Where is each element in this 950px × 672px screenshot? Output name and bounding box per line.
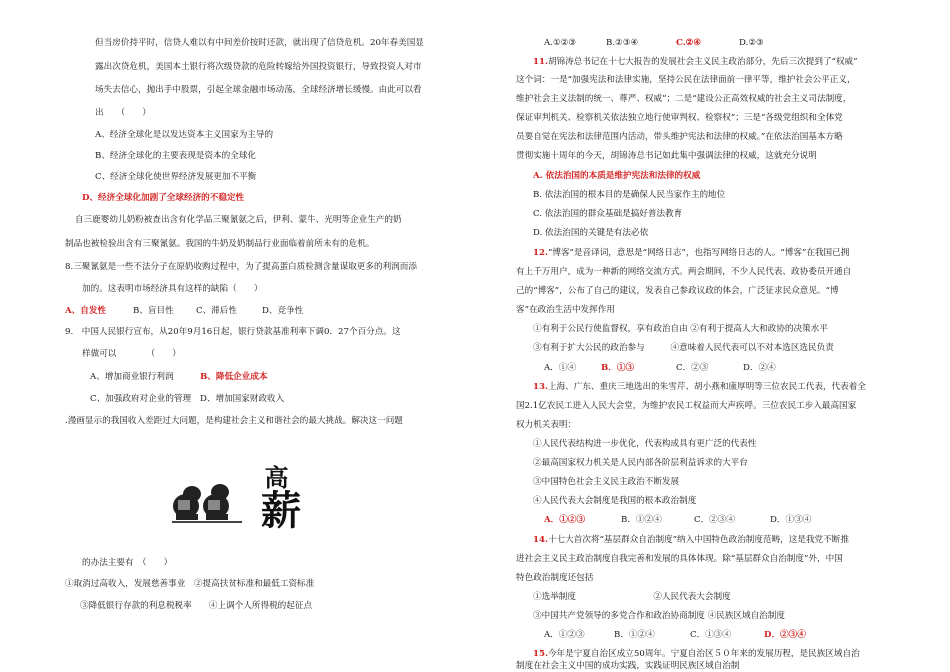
q8-option-d: D、竞争性 <box>262 306 304 316</box>
q11-option-b: B. 依法治国的根本目的是确保人民当家作主的地位 <box>533 190 726 200</box>
q11-stem-line-1 <box>533 56 858 68</box>
q11-stem-line-2: 这个词：一是“加强宪法和法律实施，坚持公民在法律面前一律平等，维护社会公平正义， <box>516 75 856 85</box>
q10-answer-d: D.②③ <box>739 38 764 48</box>
q11-stem-line-6: 贯彻实施十周年的今天，胡锦涛总书记如此集中强调法律的权威，这就充分说明 <box>516 151 817 161</box>
q12-choices-line-2: ③有利于扩大公民的政治参与 ④意味着人民代表可以不对本选区选民负责 <box>533 343 834 353</box>
q13-number: 13. <box>533 382 548 392</box>
q14-answer-d-answer: D．②③④ <box>764 630 806 640</box>
income-gap-cartoon <box>172 464 322 530</box>
q9-option-a: A、增加商业银行利润 <box>90 372 174 382</box>
q9-option-b-answer: B、降低企业成本 <box>200 372 268 382</box>
q10-stem: .漫画显示的我国收入差距过大问题，是构建社会主义和谐社会的最大挑战。解决这一问题 <box>65 416 403 426</box>
q12-answer-b-answer: B．①③ <box>601 363 635 373</box>
q7-intro-line-1: 但当房价持平时，信贷人难以有中间差价按时还款，就出现了信贷危机。20年春美国显 <box>95 38 424 48</box>
q7-intro-line-4: 出 （ ） <box>95 108 151 118</box>
q11-option-c: C. 依法治国的群众基础是搞好普法教育 <box>533 209 683 219</box>
q12-stem-line-4: 客”在政治生活中发挥作用 <box>516 305 615 315</box>
q14-choices-line-2: ③中国共产党领导的多党合作和政治协商制度 ④民族区域自治制度 <box>533 611 785 621</box>
q8-stem-line-2: 加的。这表明市场经济具有这样的缺陷（ ） <box>82 284 263 294</box>
q7-intro-line-3: 场失去信心，抛出手中股票，引起全球金融市场动荡，全球经济增长缓慢。由此可以看 <box>95 85 422 95</box>
q13-choice-4: ④人民代表大会制度是我国的根本政治制度 <box>533 496 697 506</box>
q12-number: 12. <box>533 248 548 258</box>
q7-option-d-answer: D、经济全球化加剧了全球经济的不稳定性 <box>82 193 245 203</box>
q13-choice-1: ①人民代表结构进一步优化，代表构成具有更广泛的代表性 <box>533 439 757 449</box>
q8-context-line-1: 自三鹿婴幼儿奶粉被查出含有化学品三聚氰氨之后，伊利、蒙牛、光明等企业生产的奶 <box>75 215 402 225</box>
q9-option-c: C、加强政府对企业的管理 <box>90 394 192 404</box>
q11-option-a-answer: A. 依法治国的本质是维护宪法和法律的权威 <box>533 171 701 181</box>
q12-stem-line-1 <box>533 247 849 259</box>
q8-option-c: C、滞后性 <box>196 306 237 316</box>
q15-stem-line-1 <box>533 648 860 660</box>
q14-answer-c: C．①③④ <box>690 630 731 640</box>
q10-choices-line-2: ③降低银行存款的利息税税率 ④上调个人所得税的起征点 <box>80 601 313 611</box>
q13-stem-line-3: 权力机关表明： <box>516 420 577 430</box>
cartoon-glyph-gao: 高 <box>264 464 288 492</box>
q12-stem-line-3: 己的“博客”，公布了自己的建议，发表自己参政议政的体会，广泛征求民众意见。“博 <box>516 286 839 296</box>
q14-stem-line-3: 特色政治制度还包括 <box>516 573 594 583</box>
q13-stem-line-2: 国2.1亿农民工进入人民大会堂，为维护农民工权益而大声疾呼。三位农民工步入最高国家 <box>516 401 857 411</box>
q9-stem-line-2: 样做可以 （ ） <box>82 349 181 359</box>
q11-stem-line-3: 维护社会主义法制的统一、尊严、权威”；二是“建设公正高效权威的社会主义司法制度， <box>516 94 852 104</box>
q9-option-d: D、增加国家财政收入 <box>200 394 285 404</box>
q12-choices-line-1: ①有利于公民行使监督权，享有政治自由 ②有利于提高人大和政协的决策水平 <box>533 324 828 334</box>
q7-intro-line-2: 露出次贷危机，美国本土银行将次级贷款的危险转嫁给外国投资银行，导致投资人对市 <box>95 62 422 72</box>
q12-answer-d: D．②④ <box>743 363 776 373</box>
q10-after-cartoon: 的办法主要有 （ ） <box>82 558 173 568</box>
q13-choice-2: ②最高国家权力机关是人民内部各阶层利益诉求的大平台 <box>533 458 748 468</box>
q8-stem-line-1: 8.三聚氰氨是一些不法分子在原奶收购过程中，为了提高蛋白质检测含量谋取更多的利润而添 <box>65 262 417 272</box>
cartoon-drawing <box>172 464 322 530</box>
q15-stem-line-2: 制度在社会主义中国的成功实践，实践证明民族区域自治制 <box>516 661 740 671</box>
q8-option-b: B、盲目性 <box>133 306 174 316</box>
q13-answer-c: C．②③④ <box>694 515 735 525</box>
q13-answer-a-answer: A．①②③ <box>544 515 586 525</box>
q10-answer-c-answer: C.②④ <box>676 38 702 48</box>
q12-stem-line-2: 有上千万用户，成为一种新的网络交流方式。两会期间，不少人民代表、政协委员开通自 <box>516 267 852 277</box>
q14-answer-a: A．①②③ <box>544 630 585 640</box>
cartoon-figures <box>173 484 229 520</box>
q13-stem-text: 上海、广东、重庆三地选出的朱雪芹、胡小燕和康厚明等三位农民工代表，代表着全 <box>547 382 866 392</box>
q11-option-d: D. 依法治国的关键是有法必依 <box>533 228 649 238</box>
q12-stem-text: “博客”是音译词，意思是“网络日志”，也指写网络日志的人。“博客”在我国已拥 <box>547 248 850 258</box>
q15-stem-text: 今年是宁夏自治区成立50周年。宁夏自治区５０年来的发展历程，是民族区域自治 <box>547 649 860 659</box>
q12-answer-a: A．①④ <box>544 363 576 373</box>
q10-answer-a: A.①②③ <box>544 38 577 48</box>
q11-stem-line-5: 员要自觉在宪法和法律范围内活动，带头维护宪法和法律的权威。”在依法治国基本方略 <box>516 132 843 142</box>
q11-stem-line-4: 保证审判机关、检察机关依法独立地行使审判权、检察权”；三是“各级党组织和全体党 <box>516 113 843 123</box>
q14-stem-line-2: 进社会主义民主政治制度自我完善和发展的具体体现。除“基层群众自治制度”外，中国 <box>516 554 843 564</box>
q14-choices-line-1: ①选举制度 ②人民代表大会制度 <box>533 592 731 602</box>
q15-number: 15. <box>533 649 548 659</box>
cartoon-glyph-xin: 薪 <box>261 488 299 530</box>
q14-stem-text: 十七大首次将“基层群众自治制度”纳入中国特色政治制度范畴，这是我党不断推 <box>547 535 849 545</box>
q12-answer-c: C．②③ <box>676 363 709 373</box>
q7-option-c: C、经济全球化使世界经济发展更加不平衡 <box>95 172 257 182</box>
q10-answer-b: B.②③④ <box>606 38 639 48</box>
q14-number: 14. <box>533 535 548 545</box>
q11-number: 11. <box>533 57 548 67</box>
q8-context-line-2: 制品也被检验出含有三聚氰氨。我国的牛奶及奶制品行业面临着前所未有的危机。 <box>65 239 375 249</box>
q13-answer-d: D．①③④ <box>770 515 812 525</box>
q10-choices-line-1: ①取消过高收入，发展慈善事业 ②提高扶贫标准和最低工资标准 <box>65 579 315 589</box>
q14-answer-b: B．①②④ <box>614 630 655 640</box>
q13-stem-line-1 <box>533 381 866 393</box>
q13-answer-b: B．①②④ <box>621 515 662 525</box>
q7-option-b: B、经济全球化的主要表现是资本的全球化 <box>95 151 257 161</box>
q7-option-a: A、经济全球化是以发达资本主义国家为主导的 <box>95 130 274 140</box>
q8-option-a-answer: A、自发性 <box>65 306 107 316</box>
q11-stem-text: 胡锦涛总书记在十七大报告的发展社会主义民主政治部分，先后三次提到了“权威” <box>547 57 858 67</box>
q14-stem-line-1 <box>533 534 849 546</box>
q9-stem-line-1: 9. 中国人民银行宣布，从20年9月16日起，银行贷款基准利率下调0．27个百分点。这 <box>65 327 401 337</box>
q13-choice-3: ③中国特色社会主义民主政治不断发展 <box>533 477 680 487</box>
